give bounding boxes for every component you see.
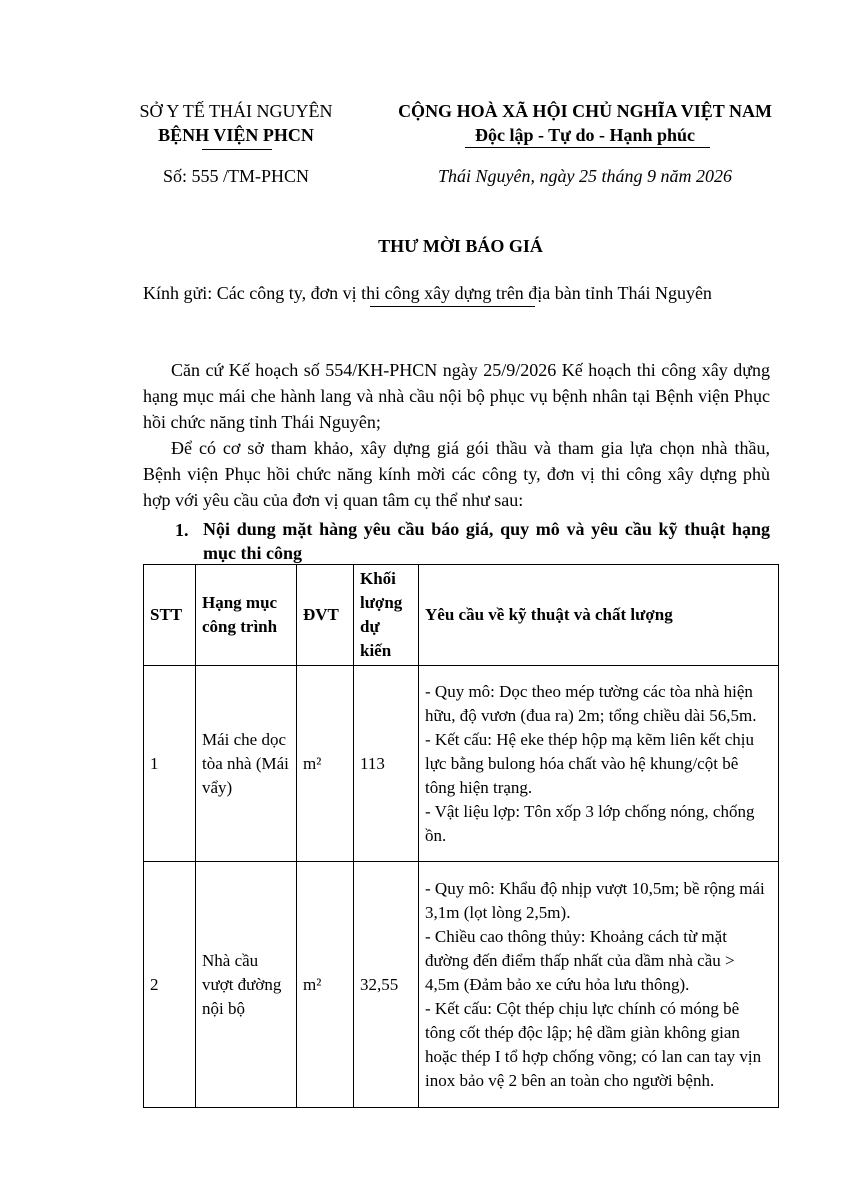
document-number: Số: 555 /TM-PHCN — [162, 166, 310, 186]
requirement-line: - Vật liệu lợp: Tôn xốp 3 lớp chống nóng, chống ồn. — [425, 801, 755, 845]
recipient-underline — [370, 306, 535, 307]
requirement-line: - Chiều cao thông thủy: Khoảng cách từ mặt đường đến điểm thấp nhất của dầm nhà cầu > 4,5m (Đảm bảo xe cứu hỏa lưu thông). — [425, 926, 735, 994]
row-quantity: 32,55 — [354, 862, 419, 1108]
department-name: SỞ Y TẾ THÁI NGUYÊN — [139, 101, 333, 121]
header-quantity: Khối lượng dự kiến — [354, 565, 419, 666]
header-stt: STT — [144, 565, 196, 666]
items-table — [143, 564, 779, 1108]
requirement-line: - Kết cấu: Hệ eke thép hộp mạ kẽm liên kết chịu lực bằng bulong hóa chất vào hệ khung/cột bê tông hiện trạng. — [425, 729, 755, 797]
row-quantity: 113 — [354, 666, 419, 862]
hospital-name: BỆNH VIỆN PHCN — [158, 125, 314, 145]
paragraph-invitation: Để có cơ sở tham khảo, xây dựng giá gói thầu và tham gia lựa chọn nhà thầu, Bệnh viện Phục hồi chức năng kính mời các công ty, đơn vị thi công xây dựng phù hợp với yêu cầu của đơn vị quan tâm cụ thể như sau: — [143, 438, 770, 510]
table-row — [144, 862, 779, 1108]
national-motto: Độc lập - Tự do - Hạnh phúc — [474, 125, 696, 145]
row-requirements — [419, 862, 779, 1108]
table-header-row — [144, 565, 779, 666]
header-requirements: Yêu cầu về kỹ thuật và chất lượng — [419, 565, 779, 666]
row-unit: m² — [297, 862, 354, 1108]
country-name: CỘNG HOÀ XÃ HỘI CHỦ NGHĨA VIỆT NAM — [398, 101, 772, 121]
row-stt: 2 — [144, 862, 196, 1108]
header-unit: ĐVT — [297, 565, 354, 666]
paragraph-basis: Căn cứ Kế hoạch số 554/KH-PHCN ngày 25/9/2026 Kế hoạch thi công xây dựng hạng mục mái che hành lang và nhà cầu nội bộ phục vụ bệnh nhân tại Bệnh viện Phục hồi chức năng tỉnh Thái Nguyên; — [143, 360, 770, 432]
header-item: Hạng mục công trình — [196, 565, 297, 666]
row-item: Nhà cầu vượt đường nội bộ — [196, 862, 297, 1108]
section-title: Nội dung mặt hàng yêu cầu báo giá, quy mô và yêu cầu kỹ thuật hạng mục thi công — [203, 519, 770, 563]
hospital-underline — [202, 149, 272, 150]
recipient-line: Kính gửi: Các công ty, đơn vị thi công xây dựng trên địa bàn tỉnh Thái Nguyên — [143, 283, 712, 303]
table-row — [144, 666, 779, 862]
place-date: Thái Nguyên, ngày 25 tháng 9 năm 2026 — [438, 166, 732, 186]
document-title: THƯ MỜI BÁO GIÁ — [378, 236, 543, 256]
row-unit: m² — [297, 666, 354, 862]
requirement-line: - Kết cấu: Cột thép chịu lực chính có móng bê tông cốt thép độc lập; hệ dầm giàn không gian hoặc thép I tổ hợp chống võng; có lan can tay vịn inox bảo vệ 2 bên an toàn cho người bệnh. — [425, 998, 762, 1090]
row-stt: 1 — [144, 666, 196, 862]
row-requirements — [419, 666, 779, 862]
section-number: 1. — [175, 520, 189, 540]
requirement-line: - Quy mô: Khẩu độ nhịp vượt 10,5m; bề rộng mái 3,1m (lọt lòng 2,5m). — [425, 878, 765, 922]
motto-underline — [465, 147, 710, 148]
row-item: Mái che dọc tòa nhà (Mái vẩy) — [196, 666, 297, 862]
requirement-line: - Quy mô: Dọc theo mép tường các tòa nhà hiện hữu, độ vươn (đua ra) 2m; tổng chiều dài 56,5m. — [425, 681, 757, 725]
